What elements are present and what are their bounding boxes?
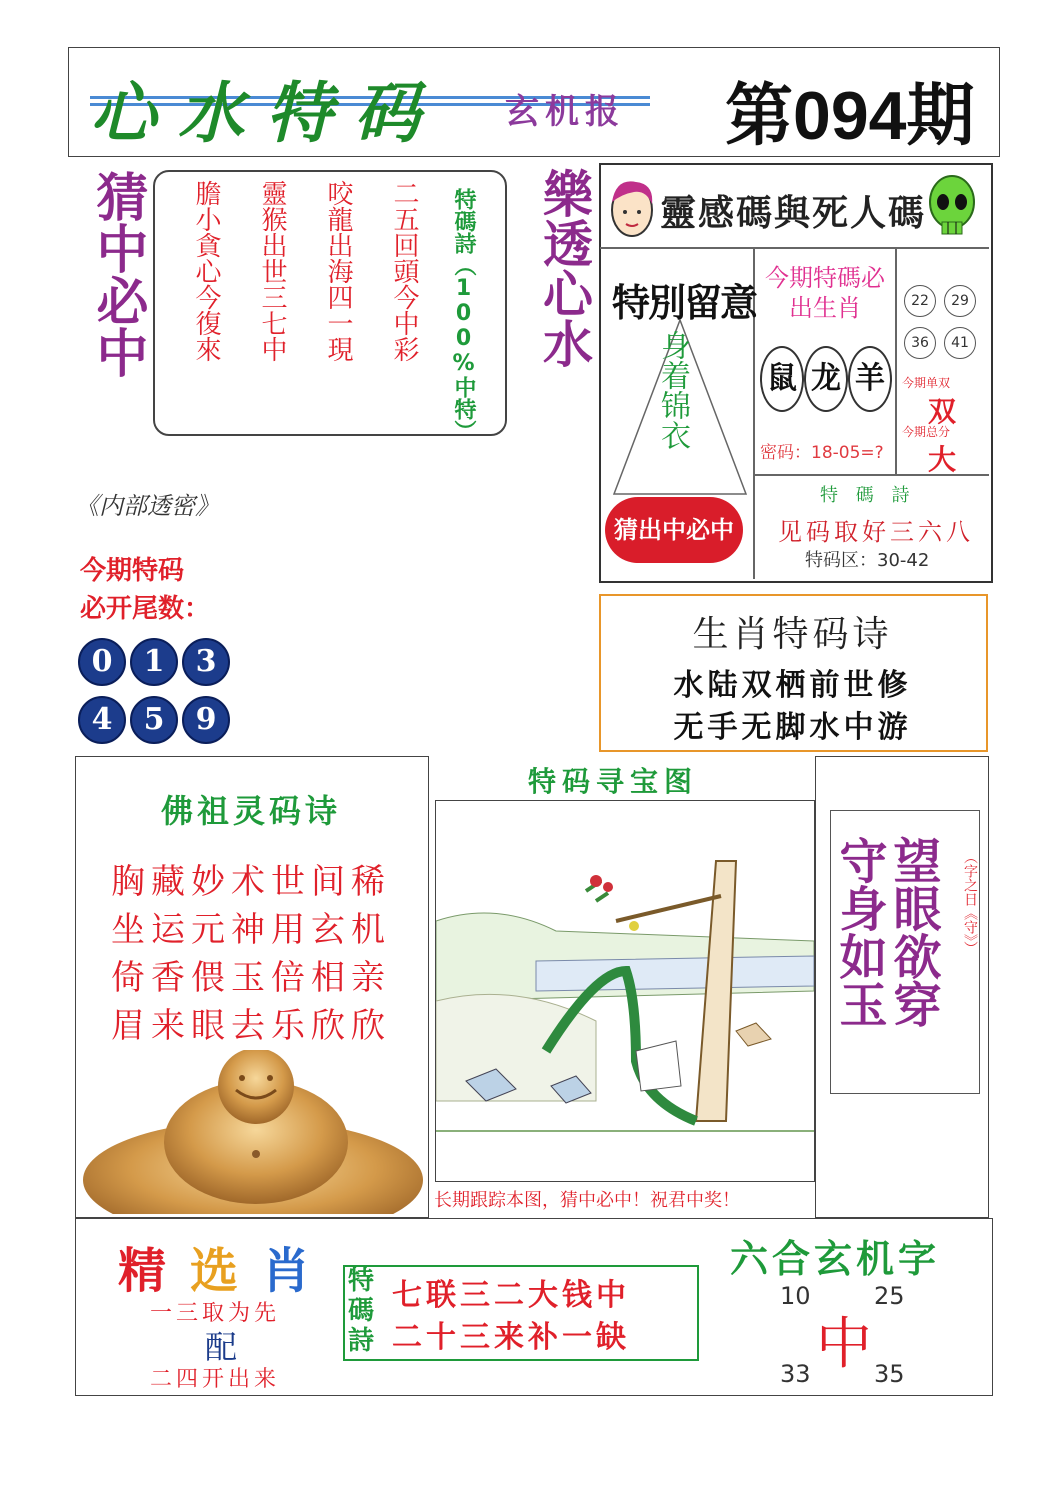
left-slogan: 猜中必中 xyxy=(87,170,147,378)
treasure-map-caption: 长期跟踪本图，猜中必中！祝君中奖！ xyxy=(434,1190,740,1211)
liuhe-center-char: 中 xyxy=(816,1312,872,1377)
today-must-label: 今期特碼必出生肖 xyxy=(765,264,885,322)
tail-ball: 4 xyxy=(78,696,126,744)
mima-text: 密码：18-05=? xyxy=(760,443,884,463)
liuhe-number: 25 xyxy=(874,1282,905,1310)
number-circle: 41 xyxy=(944,327,976,359)
xiao-char: 肖 xyxy=(262,1243,335,1299)
treasure-map-illustration xyxy=(436,801,814,1181)
buddha-poem-line: 倚香偎玉倍相亲 xyxy=(111,958,391,998)
poem-column-1: 二五回頭今中彩 xyxy=(389,180,419,362)
liuhe-number: 10 xyxy=(780,1282,811,1310)
issue-number: 第094期 xyxy=(725,78,975,154)
hint-text: 身着锦衣 xyxy=(655,330,690,450)
buddha-statue-image xyxy=(78,1050,424,1214)
guess-badge: 猜出中必中 xyxy=(605,497,743,563)
number-circle: 36 xyxy=(904,327,936,359)
special-notice: 特別留意 xyxy=(612,281,757,325)
buddha-poem-title: 佛祖灵码诗 xyxy=(160,792,341,830)
tail-ball: 1 xyxy=(130,638,178,686)
buddha-poem-line: 胸藏妙术世间稀 xyxy=(111,862,391,902)
number-circle: 22 xyxy=(904,285,936,317)
selection-pei: 配 xyxy=(205,1328,238,1366)
buddha-poem-line: 坐运元神用玄机 xyxy=(111,910,391,950)
zodiac-dragon: 龙 xyxy=(804,346,848,412)
spirit-poem-label: 特 碼 詩 xyxy=(820,485,916,506)
bottom-poem-line: 二十三来补一缺 xyxy=(392,1320,630,1355)
newspaper-subtitle: 玄机报 xyxy=(505,92,625,132)
jing-char: 精 xyxy=(118,1243,191,1299)
single-double-value: 双 xyxy=(928,395,957,428)
tail-ball: 3 xyxy=(182,638,230,686)
bottom-poem-line: 七联三二大钱中 xyxy=(392,1278,630,1313)
single-double-label: 今期单双 xyxy=(902,376,951,390)
tail-label xyxy=(80,552,240,628)
poem-column-3: 靈猴出世三七中 xyxy=(257,180,287,362)
spirit-box-title: 靈感碼與死人碼 xyxy=(660,192,927,234)
tail-ball: 5 xyxy=(130,696,178,744)
number-zone: 特码区：30-42 xyxy=(805,550,930,571)
liuhe-number: 35 xyxy=(874,1360,905,1388)
skull-icon xyxy=(926,172,978,240)
riddle-column-1: 望眼欲穿 xyxy=(885,836,941,1028)
tail-label-line2: 必开尾数： xyxy=(80,594,211,624)
buddha-poem-line: 眉来眼去乐欣欣 xyxy=(111,1006,391,1046)
tail-ball: 9 xyxy=(182,696,230,744)
bottom-poem-label: 特碼詩 xyxy=(348,1266,375,1356)
divider xyxy=(600,247,989,249)
poem-label: 特碼詩（100%中特） xyxy=(451,188,476,442)
liuhe-number: 33 xyxy=(780,1360,811,1388)
poem-column-4: 膽小貪心今復來 xyxy=(191,180,221,362)
right-slogan: 樂透心水 xyxy=(535,168,593,368)
girl-face-icon xyxy=(606,172,658,240)
treasure-map-frame xyxy=(435,800,815,1182)
selection-rule-2: 二四开出来 xyxy=(150,1367,281,1392)
insider-title: 《内部透密》 xyxy=(75,492,219,520)
selection-rule-1: 一三取为先 xyxy=(150,1301,281,1326)
xuan-char: 选 xyxy=(190,1243,263,1299)
zodiac-poem-title: 生肖特码诗 xyxy=(692,614,893,655)
newspaper-title: 心水特码 xyxy=(90,74,442,152)
selected-zodiac-title xyxy=(118,1232,334,1301)
total-value: 大 xyxy=(928,443,957,476)
treasure-map-title: 特码寻宝图 xyxy=(528,765,699,798)
tail-ball: 0 xyxy=(78,638,126,686)
zodiac-goat: 羊 xyxy=(848,346,892,412)
zodiac-rat: 鼠 xyxy=(760,346,804,412)
zodiac-poem-line: 无手无脚水中游 xyxy=(673,710,912,745)
riddle-column-2: 守身如玉 xyxy=(831,836,887,1028)
divider xyxy=(895,249,897,474)
poem-column-2: 咬龍出海四一現 xyxy=(323,180,353,362)
number-circle: 29 xyxy=(944,285,976,317)
liuhe-title: 六合玄机字 xyxy=(730,1237,941,1281)
spirit-poem: 见码取好三六八 xyxy=(778,518,974,546)
tail-label-line1: 今期特码 xyxy=(80,556,185,586)
total-label: 今期总分 xyxy=(902,425,951,439)
riddle-hint: （字之日《守》） xyxy=(962,850,978,955)
zodiac-poem-line: 水陆双栖前世修 xyxy=(673,668,912,703)
